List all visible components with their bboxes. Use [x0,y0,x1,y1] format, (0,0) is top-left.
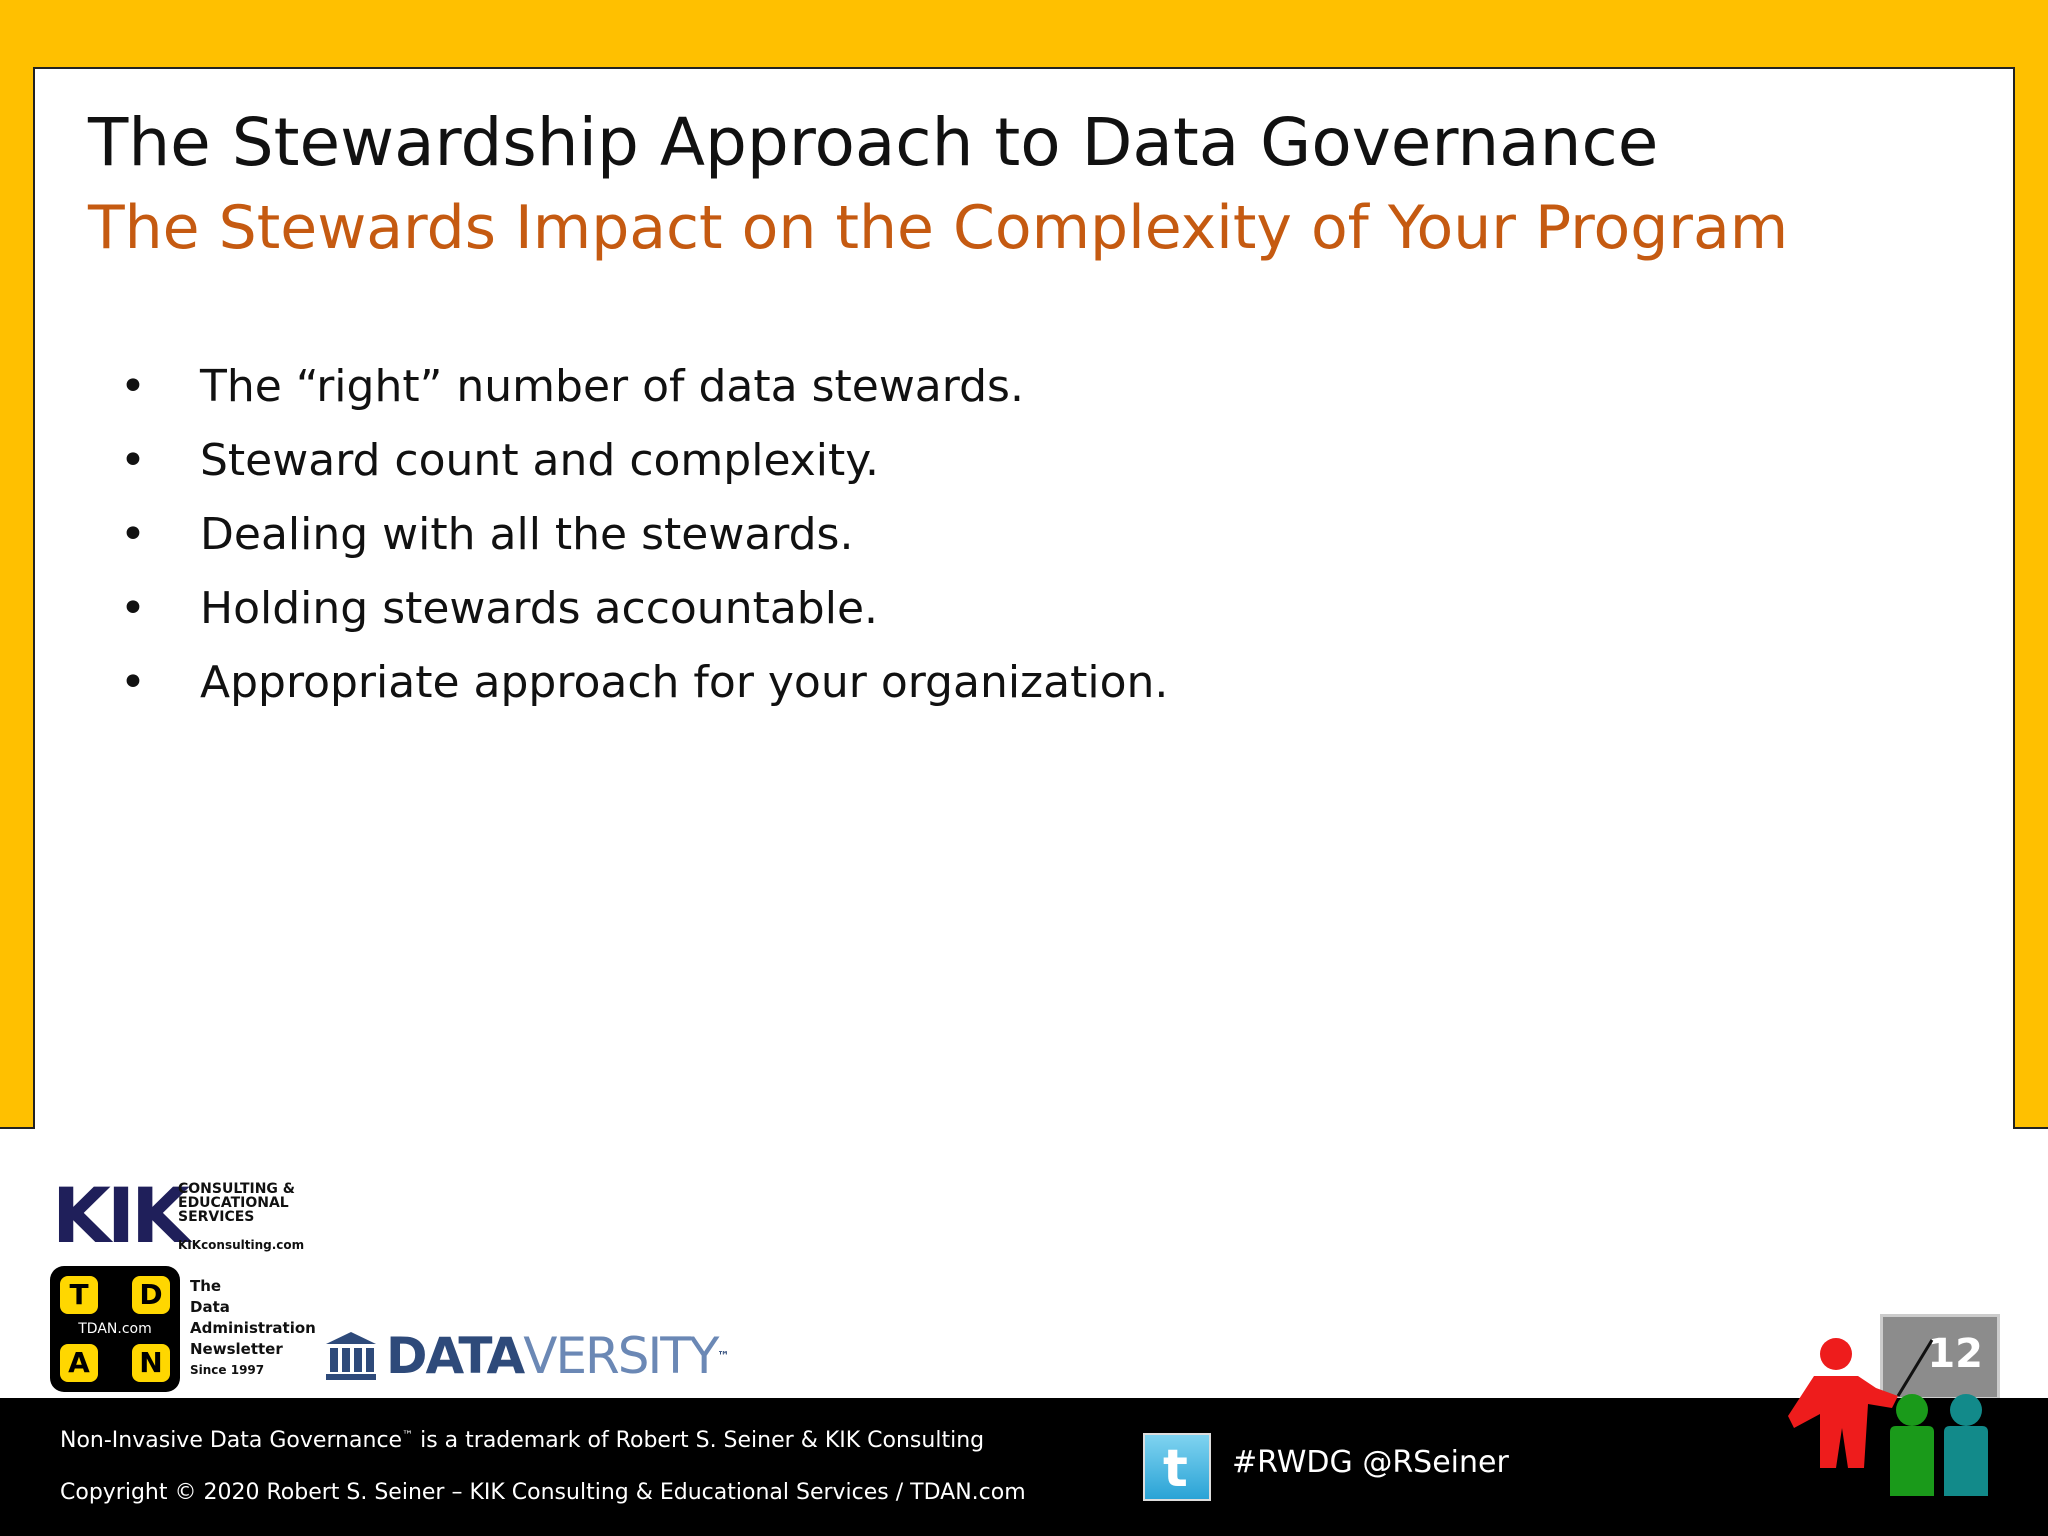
twitter-icon[interactable] [1143,1433,1211,1501]
footer-copyright: Copyright © 2020 Robert S. Seiner – KIK Consulting & Educational Services / TDAN.com [60,1480,1026,1505]
footer-trademark [60,1428,984,1453]
tdan-line: Administration [190,1319,316,1337]
bullet-text: Dealing with all the stewards. [200,509,854,560]
bullet-dot: • [120,509,146,560]
dataversity-bold: DATA [386,1327,524,1385]
tdan-tile: A [60,1344,98,1382]
bullet-text: The “right” number of data stewards. [200,361,1024,412]
dataversity-text [386,1327,728,1385]
left-frame-bar [0,67,35,1129]
tdan-site: TDAN.com [78,1321,152,1337]
bullet-dot: • [120,583,146,634]
presenter-icon [1780,1318,2020,1518]
footer-trademark-tm: ™ [402,1428,414,1442]
dataversity-pillar-icon [324,1330,378,1382]
tdan-tile: T [60,1276,98,1314]
bullet-text: Holding stewards accountable. [200,583,879,634]
slide-title: The Stewardship Approach to Data Governance [88,104,1659,181]
footer-trademark-pre: Non-Invasive Data Governance [60,1428,403,1453]
dataversity-light: VERSITY [523,1327,718,1385]
tdan-line: Since 1997 [190,1363,265,1377]
dataversity-tm: ™ [717,1349,728,1363]
bullet-dot: • [120,435,146,486]
kik-logo-text: CONSULTING & EDUCATIONAL SERVICES [178,1181,295,1225]
tdan-line: The [190,1277,222,1295]
footer-trademark-post: is a trademark of Robert S. Seiner & KIK Consulting [413,1428,985,1453]
tdan-tile: N [132,1344,170,1382]
kik-logo-letters: KIK [52,1171,187,1260]
tdan-line: Data [190,1298,230,1316]
tdan-line: Newsletter [190,1340,283,1358]
bullet-text: Steward count and complexity. [200,435,880,486]
kik-logo-site: KIKconsulting.com [178,1238,305,1252]
kik-logo [52,1171,312,1260]
tdan-logo-text [190,1276,316,1381]
twitter-hashtag: #RWDG @RSeiner [1232,1445,1509,1480]
bullet-text: Appropriate approach for your organization. [200,657,1169,708]
footer-bar [0,1398,2048,1536]
tdan-tile: D [132,1276,170,1314]
bullet-dot: • [120,361,146,412]
page-number: 12 [1927,1331,1983,1377]
tdan-logo [50,1266,180,1392]
right-frame-bar [2013,67,2048,1129]
twitter-glyph: t [1163,1439,1188,1499]
slide-subtitle: The Stewards Impact on the Complexity of Your Program [88,193,1789,263]
top-frame-bar [0,0,2048,69]
bullet-dot: • [120,657,146,708]
